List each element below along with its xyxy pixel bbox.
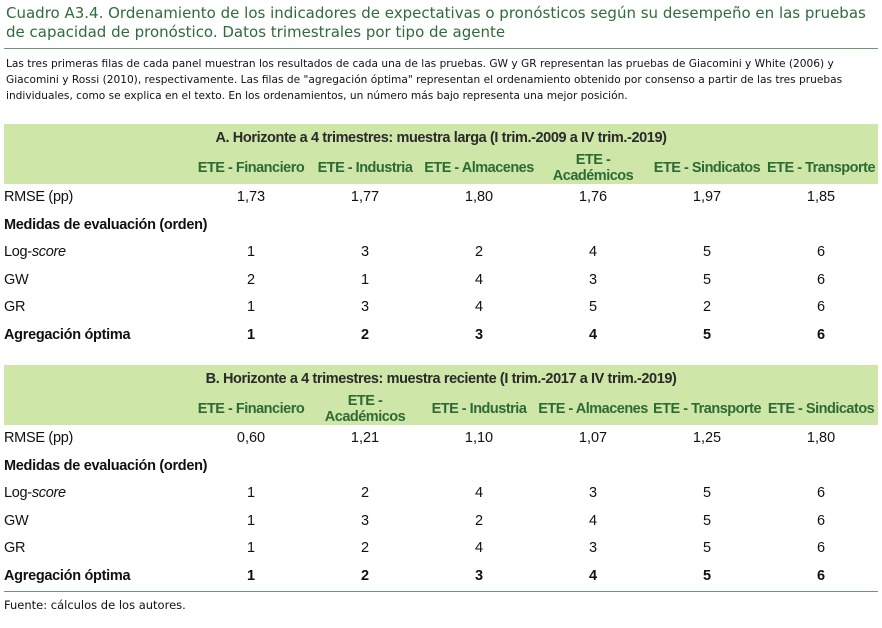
- source-footnote: Fuente: cálculos de los autores.: [4, 598, 186, 612]
- table-cell: 2: [360, 485, 370, 502]
- row-label: Agregación óptima: [4, 567, 131, 584]
- panel-b-title-row: [4, 365, 878, 393]
- table-cell: 6: [817, 540, 826, 557]
- table-cell: 1: [246, 540, 256, 557]
- table-cell: 3: [588, 271, 598, 288]
- table-cell: 1,77: [350, 189, 380, 206]
- table-cell: 1: [360, 271, 370, 288]
- gr-row: [4, 294, 878, 322]
- table-cell: 3: [474, 326, 484, 343]
- row-label: GW: [4, 512, 29, 529]
- table-cell: 5: [702, 271, 712, 288]
- table-cell: 3: [588, 485, 598, 502]
- table-cell: 1,97: [692, 189, 722, 206]
- logscore-row: [4, 239, 878, 267]
- gr-row: [4, 535, 878, 563]
- row-label: GR: [4, 540, 26, 557]
- table-cell: 3: [588, 540, 598, 557]
- column-header: ETE - Industria: [431, 400, 527, 417]
- column-header: ETE - Académicos: [324, 392, 406, 425]
- panel-b-title: B. Horizonte a 4 trimestres: muestra reciente (I trim.-2017 a IV trim.-2019): [205, 370, 677, 387]
- table-cell: 4: [588, 244, 598, 261]
- column-header: ETE - Financiero: [197, 400, 305, 417]
- table-cell: 1: [246, 485, 256, 502]
- optimal-aggregation-row: [4, 321, 878, 349]
- column-header: ETE - Transporte: [767, 159, 876, 176]
- table-cell: 4: [474, 485, 484, 502]
- rmse-row: [4, 184, 878, 212]
- table-cell: 2: [360, 326, 370, 343]
- header-blank: [4, 152, 194, 184]
- table-caption: Cuadro A3.4. Ordenamiento de los indicadores de expectativas o pronósticos según su desempeño en las pruebas de capacidad de pronóstico. Datos trimestrales por tipo de agente: [6, 4, 866, 41]
- logscore-row: [4, 480, 878, 508]
- optimal-aggregation-row: [4, 562, 878, 590]
- table-cell: 1: [246, 299, 256, 316]
- table-cell: 1: [246, 512, 256, 529]
- panel-a-header-row: [4, 152, 878, 184]
- table-cell: 6: [816, 271, 826, 288]
- table-cell: 6: [816, 299, 826, 316]
- row-label-italic: score: [31, 244, 66, 261]
- table-cell: 2: [360, 567, 370, 584]
- column-header: ETE - Almacenes: [424, 159, 534, 176]
- table-cell: 5: [702, 512, 712, 529]
- table-cell: 5: [702, 244, 712, 261]
- table-cell: 5: [702, 326, 712, 343]
- table-cell: 6: [817, 567, 826, 584]
- gw-row: [4, 507, 878, 535]
- row-label: RMSE (pp): [4, 189, 74, 206]
- table-cell: 4: [588, 326, 598, 343]
- column-header: ETE - Sindicatos: [653, 159, 761, 176]
- table-cell: 1,76: [578, 189, 608, 206]
- gw-row: [4, 266, 878, 294]
- panel-a-title-row: [4, 124, 878, 152]
- column-header: ETE - Almacenes: [538, 400, 648, 417]
- table-cell: 1,73: [236, 189, 266, 206]
- table-cell: 5: [702, 540, 712, 557]
- table-cell: 2: [246, 271, 256, 288]
- footer-divider: [4, 591, 878, 592]
- table-cell: 5: [702, 485, 712, 502]
- table-note: Las tres primeras filas de cada panel muestran los resultados de cada una de las pruebas. GW y GR representan las pruebas de Giacomini y White (2006) y Giacomini y Rossi (2010), respectivamente. Las filas de "agregación óptima" representan el ordenamiento obtenido por consenso a partir de las tres pruebas individuales, como se explica en el texto. En los ordenamientos, un número más bajo representa una mejor posición.: [6, 58, 843, 102]
- table-cell: 1,10: [464, 430, 494, 447]
- table-cell: 6: [817, 512, 826, 529]
- measures-heading-row: [4, 211, 878, 239]
- table-cell: 5: [702, 567, 712, 584]
- table-cell: 3: [360, 512, 370, 529]
- column-header: ETE - Sindicatos: [767, 400, 875, 417]
- table-cell: 1,07: [578, 430, 608, 447]
- table-cell: 4: [474, 299, 484, 316]
- caption-divider: [4, 48, 878, 49]
- table-cell: 3: [360, 299, 370, 316]
- row-label: RMSE (pp): [4, 430, 74, 447]
- column-header: ETE - Transporte: [652, 400, 762, 417]
- table-cell: 2: [474, 512, 484, 529]
- column-header: ETE - Académicos: [552, 151, 634, 184]
- table-cell: 1: [246, 326, 256, 343]
- table-cell: 1,85: [806, 189, 836, 206]
- panel-b-header-row: [4, 393, 878, 425]
- row-label: Agregación óptima: [4, 326, 131, 343]
- table-cell: 4: [588, 512, 598, 529]
- table-cell: 1,80: [806, 430, 836, 447]
- panel-a-title: A. Horizonte a 4 trimestres: muestra larga (I trim.-2009 a IV trim.-2019): [215, 129, 667, 146]
- row-label: GW: [4, 271, 29, 288]
- table-cell: 6: [816, 244, 826, 261]
- measures-heading-row: [4, 452, 878, 480]
- row-label: GR: [4, 299, 26, 316]
- table-cell: 3: [474, 567, 484, 584]
- table-cell: 2: [474, 244, 484, 261]
- table-cell: 2: [360, 540, 370, 557]
- table-cell: 1,25: [692, 430, 722, 447]
- row-label-prefix: Log-: [4, 244, 32, 261]
- table-cell: 3: [360, 244, 370, 261]
- table-cell: 6: [816, 326, 826, 343]
- table-cell: 1: [246, 244, 256, 261]
- table-cell: 1,80: [464, 189, 494, 206]
- rmse-row: [4, 425, 878, 453]
- measures-heading: Medidas de evaluación (orden): [4, 216, 208, 233]
- measures-heading: Medidas de evaluación (orden): [4, 457, 208, 474]
- panel-b-table: [4, 365, 878, 590]
- column-header: ETE - Industria: [317, 159, 413, 176]
- column-header: ETE - Financiero: [197, 159, 305, 176]
- header-blank: [4, 393, 194, 425]
- table-cell: 4: [474, 271, 484, 288]
- table-cell: 4: [474, 540, 484, 557]
- row-label-italic: score: [31, 485, 66, 502]
- table-cell: 0,60: [236, 430, 266, 447]
- row-label: [4, 480, 194, 508]
- table-cell: 5: [588, 299, 598, 316]
- row-label-prefix: Log-: [4, 485, 32, 502]
- table-cell: 6: [817, 485, 826, 502]
- table-cell: 1: [246, 567, 256, 584]
- table-cell: 2: [702, 299, 712, 316]
- row-label: [4, 239, 194, 267]
- table-cell: 4: [588, 567, 598, 584]
- table-cell: 1,21: [350, 430, 380, 447]
- panel-a-table: [4, 124, 878, 349]
